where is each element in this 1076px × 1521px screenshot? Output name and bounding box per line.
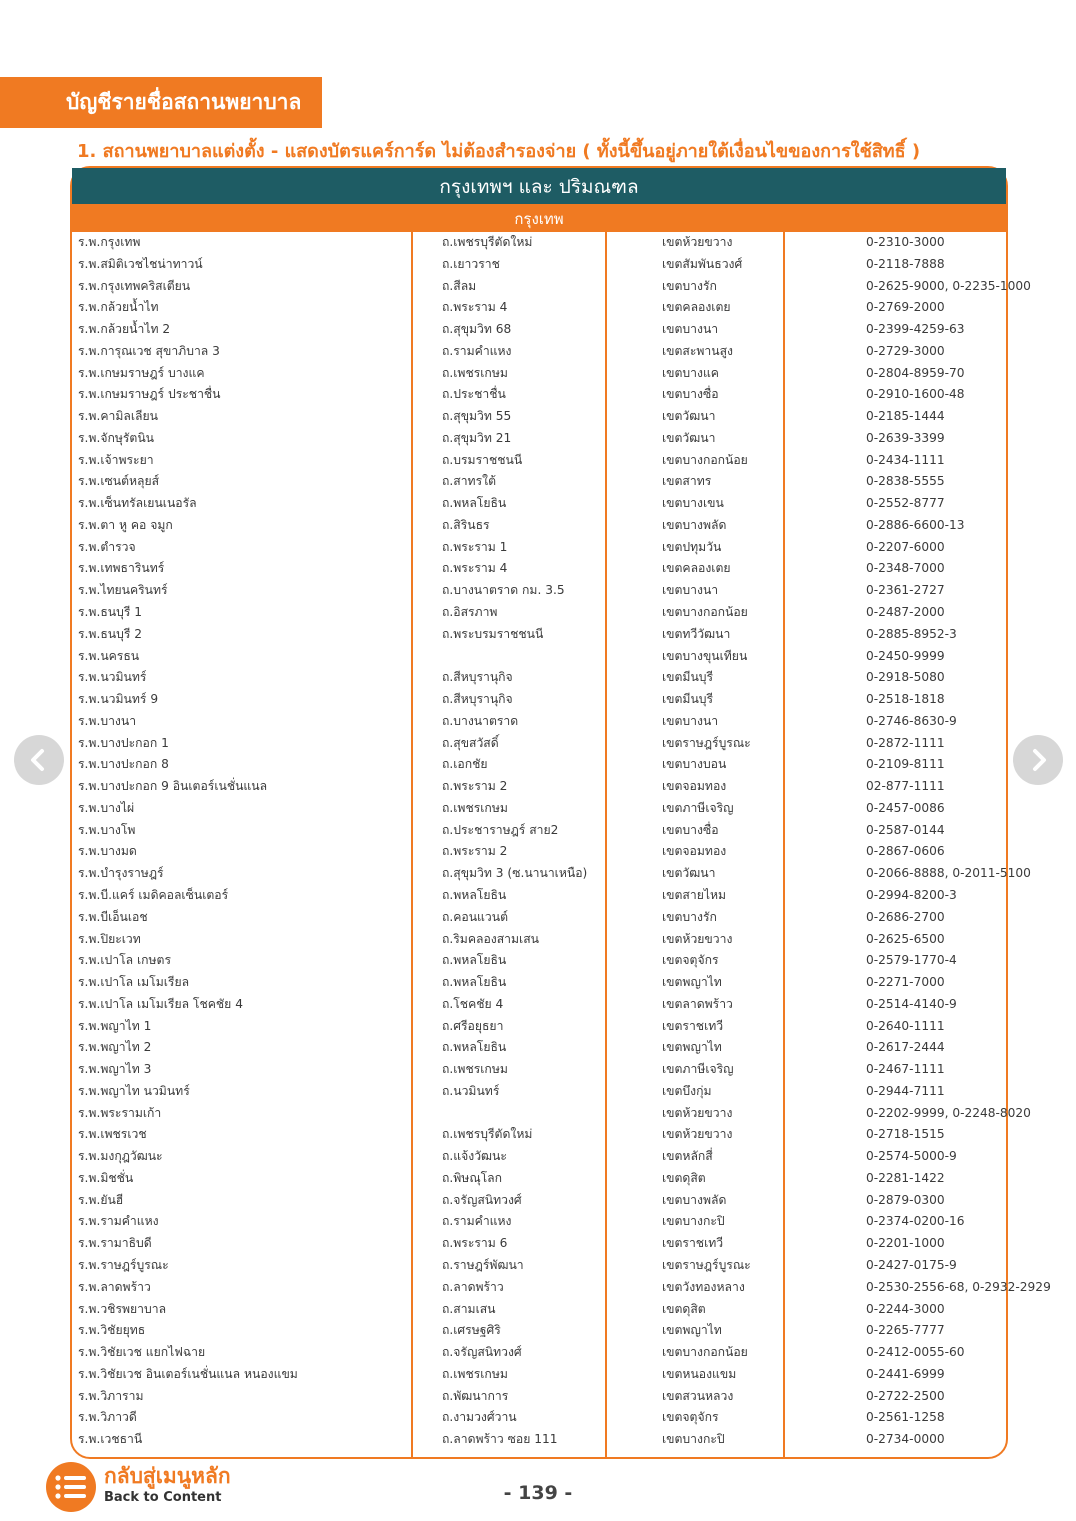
district: เขตสาทร: [662, 474, 712, 489]
hospital-name: ร.พ.บางมด: [78, 844, 137, 859]
hospital-name: ร.พ.บางนา: [78, 713, 137, 728]
table-row: [72, 646, 1006, 668]
phone: 0-2441-6999: [866, 1366, 945, 1381]
table-row: [72, 1211, 1006, 1233]
phone: 0-2872-1111: [866, 735, 945, 750]
district: เขตห้วยขวาง: [662, 931, 733, 946]
road: ถ.พระราม 6: [442, 1236, 508, 1251]
road: ถ.ประชาชื่น: [442, 387, 506, 402]
table-row: [72, 1037, 1006, 1059]
district: เขตบางกะปิ: [662, 1432, 725, 1447]
road: ถ.จรัญสนิทวงศ์: [442, 1345, 522, 1360]
phone: 0-2944-7111: [866, 1083, 945, 1098]
road: ถ.พหลโยธิน: [442, 953, 507, 968]
road: ถ.เพชรเกษม: [442, 800, 508, 815]
district: เขตลาดพร้าว: [662, 996, 733, 1011]
table-row: [72, 1059, 1006, 1081]
hospital-name: ร.พ.กล้วยน้ำไท 2: [78, 322, 171, 337]
prev-page-button[interactable]: [14, 735, 64, 785]
hospital-name: ร.พ.มงกุฎวัฒนะ: [78, 1149, 163, 1164]
table-row: [72, 1429, 1006, 1451]
phone: 0-2427-0175-9: [866, 1257, 957, 1272]
hospital-name: ร.พ.บางปะกอก 1: [78, 735, 169, 750]
phone: 0-2574-5000-9: [866, 1149, 957, 1164]
hospital-name: ร.พ.นวมินทร์ 9: [78, 692, 159, 707]
phone: 0-2066-8888, 0-2011-5100: [866, 866, 1031, 881]
table-row: [72, 602, 1006, 624]
table-row: [72, 733, 1006, 755]
district: เขตบางกะปิ: [662, 1214, 725, 1229]
district: เขตสะพานสูง: [662, 343, 733, 358]
district: เขตบางขุนเทียน: [662, 648, 748, 663]
district: เขตพญาไท: [662, 975, 722, 990]
table-row: [72, 754, 1006, 776]
hospital-name: ร.พ.พญาไท นวมินทร์: [78, 1083, 190, 1098]
district: เขตห้วยขวาง: [662, 1105, 733, 1120]
phone: 0-2625-6500: [866, 931, 945, 946]
table-row: [72, 363, 1006, 385]
phone: 0-2587-0144: [866, 822, 945, 837]
phone: 0-2271-7000: [866, 975, 945, 990]
table-row: [72, 319, 1006, 341]
road: ถ.ลาดพร้าว ซอย 111: [442, 1432, 558, 1447]
district: เขตมีนบุรี: [662, 670, 714, 685]
road: ถ.พระราม 4: [442, 300, 508, 315]
road: ถ.รามคำแหง: [442, 1214, 512, 1229]
table-row: [72, 1299, 1006, 1321]
phone: 0-2530-2556-68, 0-2932-2929: [866, 1279, 1051, 1294]
district: เขตบางพลัด: [662, 517, 727, 532]
district: เขตสัมพันธวงศ์: [662, 256, 743, 271]
hospital-name: ร.พ.พญาไท 3: [78, 1062, 152, 1077]
district: เขตราชเทวี: [662, 1236, 724, 1251]
section-tab: บัญชีรายชื่อสถานพยาบาล: [0, 77, 322, 128]
road: ถ.รามคำแหง: [442, 343, 512, 358]
road: ถ.ลาดพร้าว: [442, 1279, 504, 1294]
region-header: กรุงเทพฯ และ ปริมณฑล: [72, 168, 1006, 204]
phone: 0-2518-1818: [866, 692, 945, 707]
table-row: [72, 863, 1006, 885]
phone: 0-2467-1111: [866, 1062, 945, 1077]
district: เขตจตุจักร: [662, 953, 719, 968]
table-row: [72, 254, 1006, 276]
district: เขตบางนา: [662, 713, 719, 728]
table-row: [72, 450, 1006, 472]
road: ถ.พระราม 2: [442, 779, 508, 794]
phone: 0-2201-1000: [866, 1236, 945, 1251]
table-row: [72, 1081, 1006, 1103]
phone: 0-2202-9999, 0-2248-8020: [866, 1105, 1031, 1120]
road: ถ.พหลโยธิน: [442, 1040, 507, 1055]
hospital-name: ร.พ.วิภาวดี: [78, 1410, 137, 1425]
hospital-name: ร.พ.วิชัยยุทธ: [78, 1323, 146, 1338]
road: ถ.พระราม 4: [442, 561, 508, 576]
back-label-th: กลับสู่เมนูหลัก: [104, 1464, 231, 1488]
hospital-name: ร.พ.ตา หู คอ จมูก: [78, 517, 173, 532]
district: เขตมีนบุรี: [662, 692, 714, 707]
hospital-name: ร.พ.บี.แคร์ เมดิคอลเซ็นเตอร์: [78, 887, 229, 902]
phone: 0-2746-8630-9: [866, 713, 957, 728]
phone: 0-2109-8111: [866, 757, 945, 772]
road: ถ.เศรษฐศิริ: [442, 1323, 501, 1338]
table-row: [72, 1016, 1006, 1038]
hospital-name: ร.พ.เจ้าพระยา: [78, 452, 154, 467]
phone: 0-2265-7777: [866, 1323, 945, 1338]
hospital-name: ร.พ.พญาไท 2: [78, 1040, 152, 1055]
phone: 0-2639-3399: [866, 430, 945, 445]
table-row: [72, 950, 1006, 972]
hospital-name: ร.พ.พระรามเก้า: [78, 1105, 162, 1120]
road: ถ.สิรินธร: [442, 517, 490, 532]
hospital-name: ร.พ.ธนบุรี 2: [78, 626, 143, 641]
phone: 0-2579-1770-4: [866, 953, 957, 968]
phone: 0-2640-1111: [866, 1018, 945, 1033]
table-row: [72, 841, 1006, 863]
table-row: [72, 994, 1006, 1016]
road: ถ.สุขสวัสดิ์: [442, 735, 499, 750]
table-row: [72, 406, 1006, 428]
road: ถ.เพชรเกษม: [442, 1366, 508, 1381]
phone: 0-2910-1600-48: [866, 387, 965, 402]
table-row: [72, 1255, 1006, 1277]
district: เขตวังทองหลาง: [662, 1279, 745, 1294]
road: ถ.สุขุมวิท 3 (ซ.นานาเหนือ): [442, 866, 588, 881]
hospital-name: ร.พ.เทพธารินทร์: [78, 561, 165, 576]
table-row: [72, 1124, 1006, 1146]
road: ถ.จรัญสนิทวงศ์: [442, 1192, 522, 1207]
road: ถ.เยาวราช: [442, 256, 500, 271]
hospital-name: ร.พ.เซ็นทรัลเยนเนอรัล: [78, 496, 197, 511]
road: ถ.สาทรใต้: [442, 474, 496, 489]
hospital-name: ร.พ.กล้วยน้ำไท: [78, 300, 159, 315]
phone: 0-2310-3000: [866, 235, 945, 249]
table-row: [72, 624, 1006, 646]
phone: 0-2281-1422: [866, 1170, 945, 1185]
phone: 0-2118-7888: [866, 256, 945, 271]
hospital-name: ร.พ.วชิรพยาบาล: [78, 1301, 167, 1316]
table-row: [72, 276, 1006, 298]
chevron-left-icon: [27, 748, 51, 772]
phone: 0-2552-8777: [866, 496, 945, 511]
phone: 0-2994-8200-3: [866, 887, 957, 902]
road: ถ.พหลโยธิน: [442, 887, 507, 902]
hospital-name: ร.พ.บางโพ: [78, 822, 136, 837]
road: ถ.เพชรบุรีตัดใหม่: [442, 1127, 533, 1142]
table-row: [72, 1277, 1006, 1299]
phone: 02-877-1111: [866, 779, 945, 794]
hospital-name: ร.พ.บำรุงราษฎร์: [78, 866, 164, 881]
table-row: [72, 558, 1006, 580]
table-row: [72, 471, 1006, 493]
hospital-name: ร.พ.วิชัยเวช อินเตอร์เนชั่นแนล หนองแขม: [78, 1366, 298, 1381]
phone: 0-2918-5080: [866, 670, 945, 685]
hospital-name: ร.พ.คามิลเลียน: [78, 409, 158, 424]
chevron-right-icon: [1026, 748, 1050, 772]
road: [418, 646, 636, 668]
road: ถ.สีลม: [442, 278, 477, 293]
district: เขตหลักสี่: [662, 1149, 713, 1164]
road: ถ.เอกชัย: [442, 757, 488, 772]
road: ถ.เพชรบุรีตัดใหม่: [442, 235, 533, 249]
district: เขตห้วยขวาง: [662, 1127, 733, 1142]
hospital-name: ร.พ.ไทยนครินทร์: [78, 583, 168, 598]
phone: 0-2412-0055-60: [866, 1345, 965, 1360]
district: เขตจอมทอง: [662, 779, 727, 794]
phone: 0-2374-0200-16: [866, 1214, 965, 1229]
phone: 0-2348-7000: [866, 561, 945, 576]
hospital-name: ร.พ.ยันฮี: [78, 1192, 124, 1207]
phone: 0-2879-0300: [866, 1192, 945, 1207]
road: ถ.เพชรเกษม: [442, 365, 508, 380]
phone: 0-2838-5555: [866, 474, 945, 489]
district: เขตพญาไท: [662, 1040, 722, 1055]
road: ถ.อิสรภาพ: [442, 605, 498, 620]
hospital-name: ร.พ.ลาดพร้าว: [78, 1279, 151, 1294]
table-row: [72, 929, 1006, 951]
phone: 0-2867-0606: [866, 844, 945, 859]
road: ถ.พหลโยธิน: [442, 975, 507, 990]
road: ถ.โชคชัย 4: [442, 996, 504, 1011]
hospital-name: ร.พ.กรุงเทพ: [78, 235, 141, 249]
district: เขตบางซื่อ: [662, 387, 719, 402]
phone: 0-2885-8952-3: [866, 626, 957, 641]
hospital-name: ร.พ.ปิยะเวท: [78, 931, 141, 946]
table-row: [72, 297, 1006, 319]
road: ถ.พระบรมราชชนนี: [442, 626, 544, 641]
phone: 0-2487-2000: [866, 605, 945, 620]
district: เขตบางกอกน้อย: [662, 452, 748, 467]
table-row: [72, 1103, 1006, 1125]
district: เขตวัฒนา: [662, 866, 716, 881]
district: เขตจอมทอง: [662, 844, 727, 859]
district: เขตบางซื่อ: [662, 822, 719, 837]
hospital-name: ร.พ.เปาโล เกษตร: [78, 953, 172, 968]
district: เขตคลองเตย: [662, 300, 731, 315]
district: เขตคลองเตย: [662, 561, 731, 576]
district: เขตปทุมวัน: [662, 539, 722, 554]
district: เขตราษฎร์บูรณะ: [662, 735, 751, 750]
district: เขตบางนา: [662, 322, 719, 337]
hospital-name: ร.พ.นวมินทร์: [78, 670, 147, 685]
table-row: [72, 428, 1006, 450]
hospital-name: ร.พ.เปาโล เมโมเรียล: [78, 975, 190, 990]
hospital-table-frame: [70, 166, 1051, 1459]
hospital-name: ร.พ.วิภาราม: [78, 1388, 144, 1403]
table-row: [72, 384, 1006, 406]
table-row: [72, 972, 1006, 994]
district: เขตบางพลัด: [662, 1192, 727, 1207]
phone: 0-2734-0000: [866, 1432, 945, 1447]
district: เขตบางเขน: [662, 496, 724, 511]
hospital-name: ร.พ.รามคำแหง: [78, 1214, 159, 1229]
district: เขตราษฎร์บูรณะ: [662, 1257, 751, 1272]
road: ถ.สุขุมวิท 68: [442, 322, 512, 337]
district: เขตหนองแขม: [662, 1366, 737, 1381]
hospital-name: ร.พ.เซนต์หลุยส์: [78, 474, 160, 489]
table-row: [72, 515, 1006, 537]
next-page-button[interactable]: [1013, 735, 1063, 785]
hospital-name: ร.พ.ธนบุรี 1: [78, 605, 143, 620]
road: ถ.บรมราชชนนี: [442, 452, 523, 467]
table-row: [72, 1233, 1006, 1255]
hospital-table: [72, 232, 1051, 1457]
hospital-name: ร.พ.รามาธิบดี: [78, 1236, 152, 1251]
table-row: [72, 667, 1006, 689]
district: เขตดุสิต: [662, 1301, 706, 1316]
road: ถ.สุขุมวิท 21: [442, 430, 512, 445]
district-header: กรุงเทพ: [72, 204, 1006, 232]
district: เขตจตุจักร: [662, 1410, 719, 1425]
district: เขตภาษีเจริญ: [662, 1062, 734, 1077]
menu-list-icon: [46, 1462, 96, 1512]
phone: 0-2625-9000, 0-2235-1000: [866, 278, 1031, 293]
road: ถ.พิษณุโลก: [442, 1170, 503, 1185]
road: ถ.ราษฎร์พัฒนา: [442, 1257, 524, 1272]
road: ถ.พระราม 2: [442, 844, 508, 859]
hospital-name: ร.พ.เกษมราษฎร์ บางแค: [78, 365, 205, 380]
table-row: [72, 1168, 1006, 1190]
district: เขตภาษีเจริญ: [662, 800, 734, 815]
road: ถ.สามเสน: [442, 1301, 496, 1316]
hospital-name: ร.พ.เวชธานี: [78, 1432, 143, 1447]
page-number: - 139 -: [503, 1482, 573, 1504]
back-label-en: Back to Content: [104, 1490, 222, 1505]
district: เขตดุสิต: [662, 1170, 706, 1185]
hospital-name: ร.พ.บางปะกอก 8: [78, 757, 169, 772]
hospital-name: ร.พ.การุณเวช สุขาภิบาล 3: [78, 343, 220, 358]
phone: 0-2434-1111: [866, 452, 945, 467]
phone: 0-2361-2727: [866, 583, 945, 598]
district: เขตสวนหลวง: [662, 1388, 734, 1403]
road: ถ.ศรีอยุธยา: [442, 1018, 504, 1033]
hospital-name: ร.พ.เพชรเวช: [78, 1127, 147, 1142]
district: เขตบางรัก: [662, 278, 717, 293]
table-row: [72, 580, 1006, 602]
hospital-name: ร.พ.เปาโล เมโมเรียล โชคชัย 4: [78, 996, 243, 1011]
phone: 0-2718-1515: [866, 1127, 945, 1142]
table-row: [72, 798, 1006, 820]
phone: 0-2457-0086: [866, 800, 945, 815]
phone: 0-2244-3000: [866, 1301, 945, 1316]
phone: 0-2185-1444: [866, 409, 945, 424]
district: เขตสายไหม: [662, 887, 727, 902]
table-row: [72, 1364, 1006, 1386]
table-row: [72, 1146, 1006, 1168]
road: ถ.ประชาราษฎร์ สาย2: [442, 822, 559, 837]
road: ถ.บางนาตราด กม. 3.5: [442, 583, 565, 598]
hospital-name: ร.พ.นครธน: [78, 648, 140, 663]
road: ถ.พหลโยธิน: [442, 496, 507, 511]
road: ถ.บางนาตราด: [442, 713, 519, 728]
table-row: [72, 885, 1006, 907]
table-row: [72, 341, 1006, 363]
phone: 0-2722-2500: [866, 1388, 945, 1403]
hospital-name: ร.พ.ตำรวจ: [78, 539, 136, 554]
phone: 0-2207-6000: [866, 539, 945, 554]
phone: 0-2514-4140-9: [866, 996, 957, 1011]
phone: 0-2886-6600-13: [866, 517, 965, 532]
section-heading: 1. สถานพยาบาลแต่งตั้ง - แสดงบัตรแคร์การ์ด ไม่ต้องสำรองจ่าย ( ทั้งนี้ขึ้นอยู่ภายใต้เงื่อนไขของการใช้สิทธิ์ ): [77, 141, 921, 162]
table-row: [72, 1190, 1006, 1212]
district: เขตวัฒนา: [662, 430, 716, 445]
phone: 0-2804-8959-70: [866, 365, 965, 380]
table-row: [72, 907, 1006, 929]
table-row: [72, 1320, 1006, 1342]
district: เขตบางแค: [662, 365, 719, 380]
district: เขตวัฒนา: [662, 409, 716, 424]
table-row: [72, 537, 1006, 559]
district: เขตบางรัก: [662, 909, 717, 924]
table-row: [72, 1342, 1006, 1364]
district: เขตบางกอกน้อย: [662, 605, 748, 620]
phone: 0-2729-3000: [866, 343, 945, 358]
district: เขตพญาไท: [662, 1323, 722, 1338]
phone: 0-2686-2700: [866, 909, 945, 924]
road: ถ.สีหบุรานุกิจ: [442, 692, 513, 707]
phone: 0-2561-1258: [866, 1410, 945, 1425]
table-row: [72, 232, 1006, 254]
hospital-name: ร.พ.วิชัยเวช แยกไฟฉาย: [78, 1345, 206, 1360]
road: [418, 1103, 636, 1125]
table-row: [72, 776, 1006, 798]
road: ถ.พัฒนาการ: [442, 1388, 509, 1403]
hospital-name: ร.พ.เกษมราษฎร์ ประชาชื่น: [78, 387, 221, 402]
table-row: [72, 689, 1006, 711]
hospital-name: ร.พ.สมิติเวชไชน่าทาวน์: [78, 256, 203, 271]
table-row: [72, 711, 1006, 733]
district: เขตบางนา: [662, 583, 719, 598]
road: ถ.นวมินทร์: [442, 1083, 500, 1098]
district: เขตทวีวัฒนา: [662, 626, 731, 641]
hospital-name: ร.พ.จักษุรัตนิน: [78, 430, 155, 445]
hospital-name: ร.พ.พญาไท 1: [78, 1018, 152, 1033]
table-row: [72, 493, 1006, 515]
road: ถ.แจ้งวัฒนะ: [442, 1149, 507, 1164]
phone: 0-2769-2000: [866, 300, 945, 315]
district: เขตบึงกุ่ม: [662, 1083, 712, 1098]
road: ถ.งามวงศ์วาน: [442, 1410, 517, 1425]
road: ถ.ริมคลองสามเสน: [442, 931, 539, 946]
table-row: [72, 820, 1006, 842]
hospital-name: ร.พ.บางปะกอก 9 อินเตอร์เนชั่นแนล: [78, 779, 268, 794]
hospital-name: ร.พ.บางไผ่: [78, 800, 135, 815]
table-row: [72, 1386, 1006, 1408]
table-row: [72, 1407, 1006, 1429]
hospital-name: ร.พ.ราษฎร์บูรณะ: [78, 1257, 169, 1272]
district: เขตบางกอกน้อย: [662, 1345, 748, 1360]
road: ถ.คอนแวนต์: [442, 909, 509, 924]
district: เขตห้วยขวาง: [662, 235, 733, 249]
road: ถ.สีหบุรานุกิจ: [442, 670, 513, 685]
phone: 0-2399-4259-63: [866, 322, 965, 337]
phone: 0-2617-2444: [866, 1040, 945, 1055]
phone: 0-2450-9999: [866, 648, 945, 663]
hospital-name: ร.พ.กรุงเทพคริสเตียน: [78, 278, 191, 293]
road: ถ.เพชรเกษม: [442, 1062, 508, 1077]
district: เขตราชเทวี: [662, 1018, 724, 1033]
district: เขตบางบอน: [662, 757, 727, 772]
hospital-name: ร.พ.บีเอ็นเอช: [78, 909, 148, 924]
hospital-name: ร.พ.มิชชั่น: [78, 1170, 134, 1185]
road: ถ.สุขุมวิท 55: [442, 409, 512, 424]
road: ถ.พระราม 1: [442, 539, 508, 554]
